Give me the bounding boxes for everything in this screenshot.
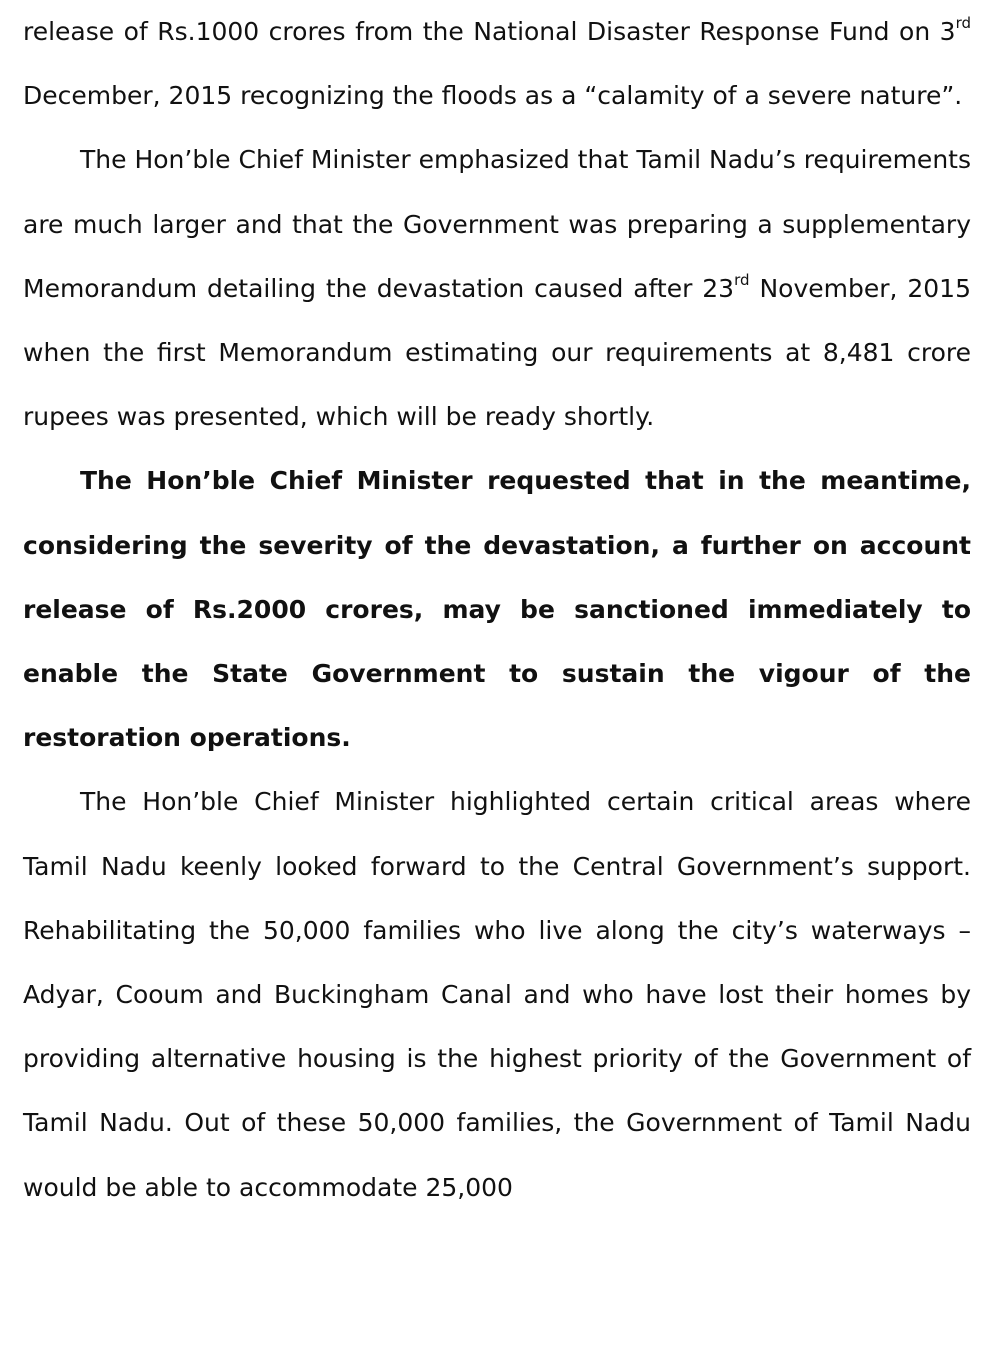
paragraph-further-release-request: The Hon’ble Chief Minister requested that in the meantime, considering the severity of the devastation, a further on account release of Rs.2000 crores, may be sanctioned immediately to enable the State Government to sustain the vigour of the restoration operations. xyxy=(23,466,971,753)
paragraph-text: release of Rs.1000 crores from the National Disaster Response Fund on 3 xyxy=(23,17,956,46)
ordinal-suffix: rd xyxy=(734,270,750,289)
paragraph-critical-areas: The Hon’ble Chief Minister highlighted certain critical areas where Tamil Nadu keenly looked forward to the Central Government’s support. Rehabilitating the 50,000 families who live along the city’s waterways – Adyar, Cooum and Buckingham Canal and who have lost their homes by providing alternative housing is the highest priority of the Government of Tamil Nadu. Out of these 50,000 families, the Government of Tamil Nadu would be able to accommodate 25,000 xyxy=(23,787,971,1202)
paragraph-supplementary-memorandum xyxy=(23,128,971,449)
paragraph-text: December, 2015 recognizing the floods as a “calamity of a severe nature”. xyxy=(23,81,963,111)
paragraph-ndrf-release xyxy=(23,0,971,128)
paragraph-text: The Hon’ble Chief Minister emphasized that Tamil Nadu’s requirements are much larger and that the Government was preparing a supplementary Memorandum detailing the devastation caused after 23 xyxy=(23,145,971,303)
paragraph-text: November, 2015 when the first Memorandum estimating our requirements at 8,481 crore rupees was presented, which will be ready shortly. xyxy=(23,273,971,432)
ordinal-suffix: rd xyxy=(955,14,971,32)
